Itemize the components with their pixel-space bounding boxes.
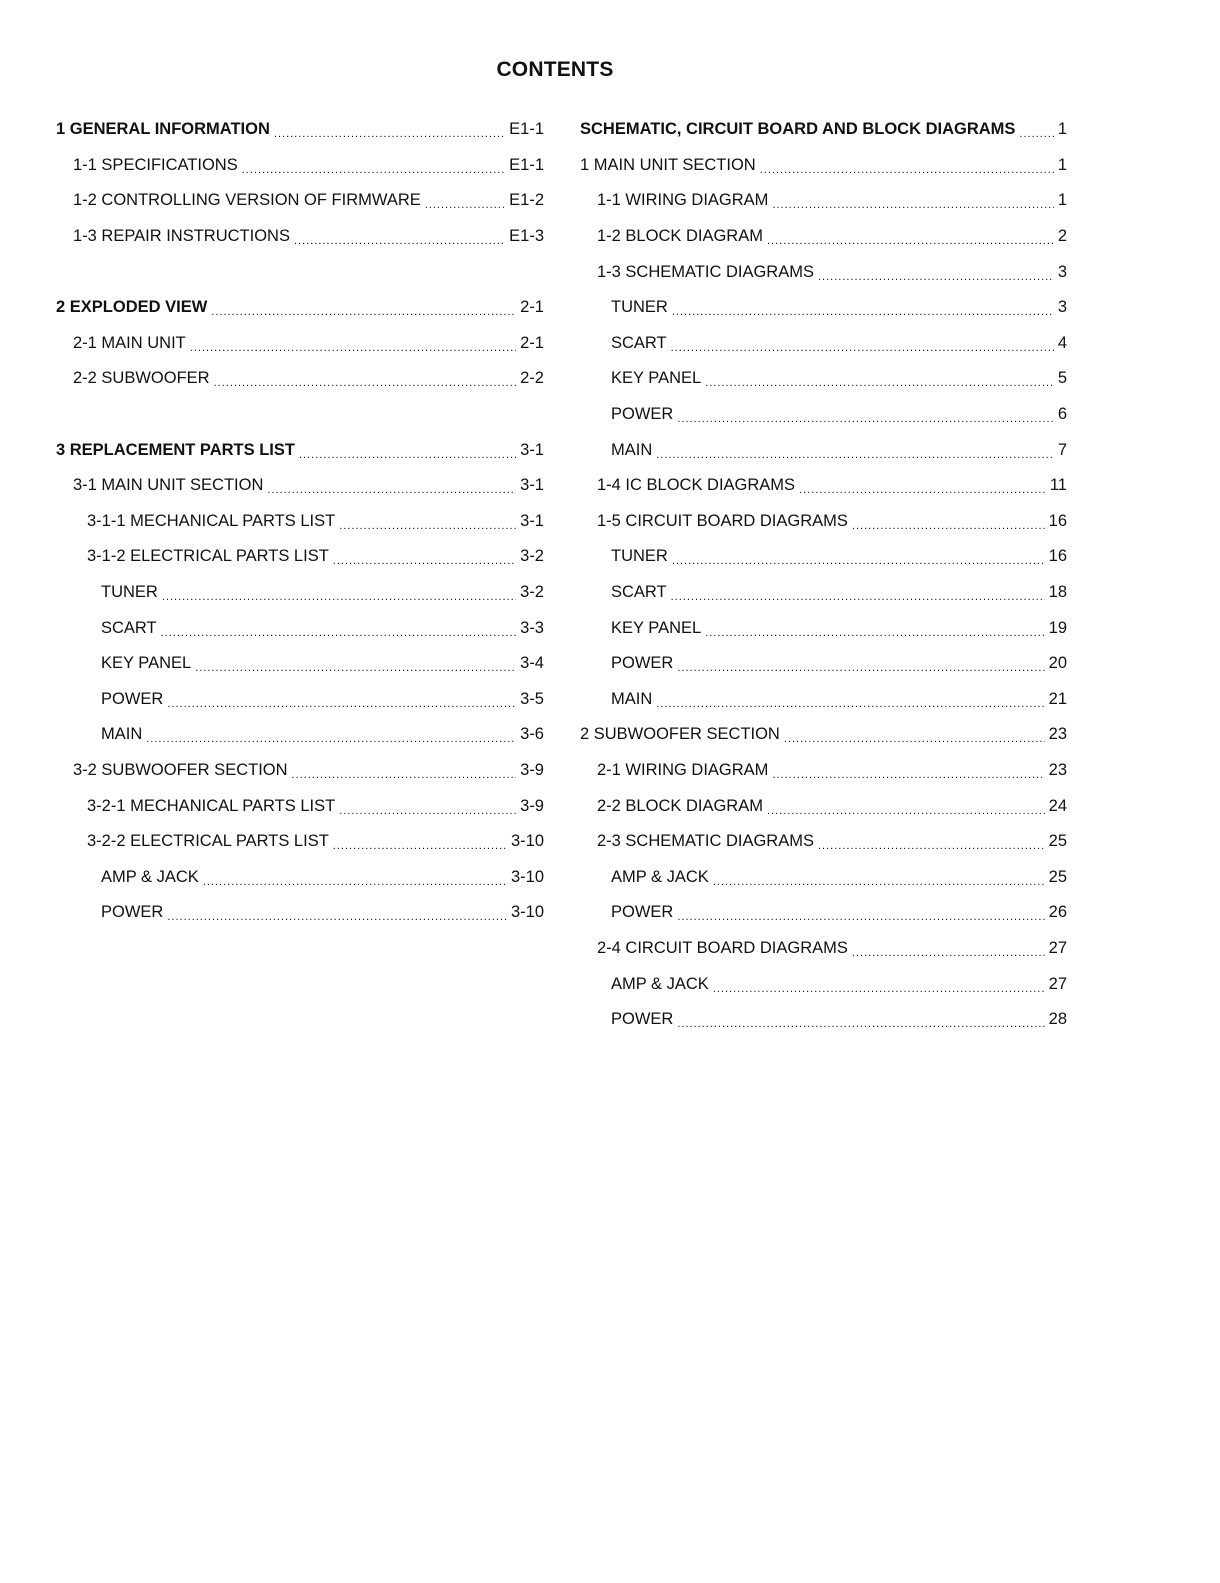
- toc-dot-leader: [299, 444, 516, 463]
- toc-dot-leader: [672, 301, 1054, 320]
- toc-entry-label: KEY PANEL: [101, 654, 192, 673]
- toc-entry[interactable]: [56, 432, 544, 468]
- toc-entry-label: 2-2 SUBWOOFER: [73, 369, 210, 388]
- toc-entry-label: POWER: [611, 405, 674, 424]
- toc-entry-label: POWER: [611, 903, 674, 922]
- toc-entry-page-number: E1-3: [509, 227, 544, 246]
- toc-entry-page-number: 3: [1057, 298, 1067, 317]
- toc-entry-label: 1-2 CONTROLLING VERSION OF FIRMWARE: [73, 191, 421, 210]
- toc-entry[interactable]: [580, 717, 1067, 753]
- toc-entry-page-number: 3-3: [520, 618, 544, 637]
- toc-entry[interactable]: [56, 504, 544, 540]
- toc-dot-leader: [852, 515, 1045, 534]
- toc-dot-leader: [672, 550, 1045, 569]
- toc-entry[interactable]: [580, 610, 1067, 646]
- toc-entry-label: 1 GENERAL INFORMATION: [56, 120, 270, 139]
- toc-entry[interactable]: [56, 575, 544, 611]
- toc-entry[interactable]: [580, 361, 1067, 397]
- toc-entry-page-number: 3-10: [510, 832, 544, 851]
- toc-entry-label: 3 REPLACEMENT PARTS LIST: [56, 440, 295, 459]
- toc-entry[interactable]: [580, 646, 1067, 682]
- toc-dot-leader: [772, 194, 1053, 213]
- toc-entry-label: POWER: [101, 689, 164, 708]
- toc-entry[interactable]: [56, 717, 544, 753]
- toc-entry-page-number: 1: [1057, 155, 1067, 174]
- toc-entry[interactable]: [56, 753, 544, 789]
- toc-entry-page-number: 27: [1048, 974, 1067, 993]
- toc-entry[interactable]: [580, 682, 1067, 718]
- toc-entry-label: 2-1 MAIN UNIT: [73, 333, 186, 352]
- toc-entry-page-number: 6: [1057, 405, 1067, 424]
- toc-dot-leader: [677, 906, 1044, 925]
- toc-entry[interactable]: [56, 361, 544, 397]
- toc-entry-label: TUNER: [611, 547, 668, 566]
- toc-entry[interactable]: [580, 468, 1067, 504]
- toc-dot-leader: [203, 871, 507, 890]
- toc-dot-leader: [214, 372, 517, 391]
- toc-entry-label: MAIN: [101, 725, 143, 744]
- toc-entry-page-number: 3-9: [520, 760, 544, 779]
- toc-entry[interactable]: [580, 859, 1067, 895]
- toc-entry-label: 3-2 SUBWOOFER SECTION: [73, 760, 288, 779]
- toc-entry-page-number: 3-10: [510, 867, 544, 886]
- toc-entry-page-number: 2-1: [520, 298, 544, 317]
- toc-entry-label: 3-1 MAIN UNIT SECTION: [73, 476, 264, 495]
- toc-entry-page-number: E1-1: [509, 120, 544, 139]
- toc-entry-label: KEY PANEL: [611, 369, 702, 388]
- toc-entry-page-number: 1: [1057, 191, 1067, 210]
- toc-entry-page-number: 3-9: [520, 796, 544, 815]
- toc-dot-leader: [242, 159, 505, 178]
- toc-entry[interactable]: [56, 646, 544, 682]
- toc-entry-label: 3-2-1 MECHANICAL PARTS LIST: [87, 796, 336, 815]
- toc-entry-label: POWER: [611, 1010, 674, 1029]
- toc-entry-label: 2 EXPLODED VIEW: [56, 298, 208, 317]
- toc-right-column: [580, 112, 1067, 1037]
- toc-entry[interactable]: [580, 966, 1067, 1002]
- toc-entry-label: MAIN: [611, 440, 653, 459]
- toc-dot-leader: [784, 728, 1045, 747]
- toc-entry-label: TUNER: [101, 583, 158, 602]
- toc-entry-label: AMP & JACK: [101, 867, 199, 886]
- toc-entry-label: 2-3 SCHEMATIC DIAGRAMS: [597, 832, 814, 851]
- toc-dot-leader: [818, 266, 1054, 285]
- toc-entry-label: SCART: [611, 583, 667, 602]
- toc-entry-page-number: 7: [1057, 440, 1067, 459]
- toc-entry-page-number: 23: [1048, 725, 1067, 744]
- toc-entry-label: AMP & JACK: [611, 974, 709, 993]
- toc-dot-leader: [294, 230, 505, 249]
- toc-entry-label: 1-1 WIRING DIAGRAM: [597, 191, 769, 210]
- toc-entry-page-number: 21: [1048, 689, 1067, 708]
- toc-entry[interactable]: [580, 895, 1067, 931]
- toc-dot-leader: [767, 800, 1045, 819]
- toc-dot-leader: [1019, 123, 1053, 142]
- toc-entry-page-number: 25: [1048, 867, 1067, 886]
- toc-dot-leader: [292, 764, 517, 783]
- toc-entry[interactable]: [56, 148, 544, 184]
- toc-entry[interactable]: [56, 824, 544, 860]
- toc-dot-leader: [760, 159, 1054, 178]
- toc-entry-label: POWER: [611, 654, 674, 673]
- toc-entry[interactable]: [56, 859, 544, 895]
- toc-entry-label: 1 MAIN UNIT SECTION: [580, 155, 756, 174]
- toc-entry[interactable]: [56, 112, 544, 148]
- toc-entry-page-number: 3-2: [520, 547, 544, 566]
- toc-dot-leader: [167, 906, 507, 925]
- toc-entry-label: 3-1-1 MECHANICAL PARTS LIST: [87, 511, 336, 530]
- toc-entry-label: 1-3 REPAIR INSTRUCTIONS: [73, 227, 290, 246]
- toc-entry[interactable]: [580, 753, 1067, 789]
- toc-entry[interactable]: [56, 468, 544, 504]
- toc-dot-leader: [339, 800, 516, 819]
- toc-dot-leader: [167, 693, 516, 712]
- toc-entry-page-number: 23: [1048, 760, 1067, 779]
- toc-dot-leader: [161, 622, 517, 641]
- toc-entry[interactable]: [580, 148, 1067, 184]
- toc-entry-label: AMP & JACK: [611, 867, 709, 886]
- toc-entry-page-number: 27: [1048, 938, 1067, 957]
- toc-entry[interactable]: [580, 254, 1067, 290]
- toc-entry[interactable]: [56, 610, 544, 646]
- toc-entry-page-number: 3-1: [520, 511, 544, 530]
- page-title: CONTENTS: [496, 58, 614, 81]
- toc-dot-leader: [705, 372, 1054, 391]
- toc-dot-leader: [772, 764, 1044, 783]
- toc-entry-page-number: 19: [1048, 618, 1067, 637]
- toc-entry-label: 3-2-2 ELECTRICAL PARTS LIST: [87, 832, 329, 851]
- toc-entry-page-number: 3-10: [510, 903, 544, 922]
- toc-entry-page-number: 5: [1057, 369, 1067, 388]
- toc-entry-label: TUNER: [611, 298, 668, 317]
- toc-entry-label: 2-1 WIRING DIAGRAM: [597, 760, 769, 779]
- toc-entry[interactable]: [580, 397, 1067, 433]
- toc-entry-page-number: 3-1: [520, 476, 544, 495]
- toc-entry-page-number: 2-1: [520, 333, 544, 352]
- toc-entry[interactable]: [580, 824, 1067, 860]
- toc-entry-label: 3-1-2 ELECTRICAL PARTS LIST: [87, 547, 329, 566]
- toc-dot-leader: [713, 978, 1045, 997]
- toc-entry-page-number: 24: [1048, 796, 1067, 815]
- toc-dot-leader: [267, 479, 516, 498]
- toc-dot-leader: [425, 194, 505, 213]
- toc-dot-leader: [274, 123, 505, 142]
- toc-entry-page-number: 3-6: [520, 725, 544, 744]
- toc-entry-label: SCART: [611, 333, 667, 352]
- toc-entry-label: SCART: [101, 618, 157, 637]
- toc-entry-page-number: 1: [1057, 120, 1067, 139]
- toc-dot-leader: [767, 230, 1054, 249]
- toc-dot-leader: [705, 622, 1044, 641]
- toc-dot-leader: [671, 586, 1045, 605]
- toc-entry[interactable]: [56, 183, 544, 219]
- toc-dot-leader: [656, 444, 1054, 463]
- toc-entry-label: 1-5 CIRCUIT BOARD DIAGRAMS: [597, 511, 848, 530]
- toc-entry[interactable]: [56, 539, 544, 575]
- toc-entry-label: 1-4 IC BLOCK DIAGRAMS: [597, 476, 796, 495]
- toc-entry-page-number: 18: [1048, 583, 1067, 602]
- toc-entry-page-number: 2-2: [520, 369, 544, 388]
- toc-entry[interactable]: [580, 931, 1067, 967]
- toc-dot-leader: [713, 871, 1045, 890]
- toc-entry-page-number: 26: [1048, 903, 1067, 922]
- toc-entry-page-number: E1-2: [509, 191, 544, 210]
- toc-entry-label: KEY PANEL: [611, 618, 702, 637]
- toc-entry-page-number: 16: [1048, 511, 1067, 530]
- toc-entry[interactable]: [580, 504, 1067, 540]
- toc-entry-page-number: 28: [1048, 1010, 1067, 1029]
- toc-entry-page-number: 2: [1057, 227, 1067, 246]
- toc-entry-label: 1-3 SCHEMATIC DIAGRAMS: [597, 262, 814, 281]
- toc-entry[interactable]: [56, 895, 544, 931]
- toc-entry[interactable]: [580, 539, 1067, 575]
- toc-dot-leader: [656, 693, 1044, 712]
- toc-dot-leader: [162, 586, 516, 605]
- toc-dot-leader: [677, 657, 1044, 676]
- toc-entry[interactable]: [56, 219, 544, 255]
- toc-dot-leader: [146, 728, 516, 747]
- toc-spacer: [56, 254, 544, 290]
- toc-entry-page-number: 4: [1057, 333, 1067, 352]
- toc-dot-leader: [818, 835, 1045, 854]
- toc-entry-label: 2-2 BLOCK DIAGRAM: [597, 796, 763, 815]
- toc-entry-page-number: 20: [1048, 654, 1067, 673]
- toc-entry-page-number: E1-1: [509, 155, 544, 174]
- toc-dot-leader: [852, 942, 1045, 961]
- toc-spacer: [56, 397, 544, 433]
- toc-entry[interactable]: [580, 1002, 1067, 1038]
- toc-entry-page-number: 11: [1049, 476, 1067, 495]
- toc-entry-label: POWER: [101, 903, 164, 922]
- toc-entry-label: 1-1 SPECIFICATIONS: [73, 155, 238, 174]
- toc-dot-leader: [799, 479, 1046, 498]
- toc-dot-leader: [677, 1013, 1044, 1032]
- toc-dot-leader: [190, 337, 516, 356]
- toc-entry-page-number: 3-4: [520, 654, 544, 673]
- toc-entry[interactable]: [580, 432, 1067, 468]
- toc-entry-page-number: 3-5: [520, 689, 544, 708]
- toc-dot-leader: [195, 657, 516, 676]
- toc-entry[interactable]: [580, 788, 1067, 824]
- toc-left-column: [56, 112, 544, 931]
- toc-entry-label: SCHEMATIC, CIRCUIT BOARD AND BLOCK DIAGRAMS: [580, 120, 1016, 139]
- toc-entry-page-number: 3: [1057, 262, 1067, 281]
- toc-entry[interactable]: [580, 326, 1067, 362]
- toc-entry[interactable]: [56, 326, 544, 362]
- toc-entry[interactable]: [580, 219, 1067, 255]
- toc-dot-leader: [339, 515, 516, 534]
- toc-dot-leader: [333, 550, 516, 569]
- toc-entry[interactable]: [580, 112, 1067, 148]
- toc-entry-label: 1-2 BLOCK DIAGRAM: [597, 227, 763, 246]
- toc-entry-label: MAIN: [611, 689, 653, 708]
- toc-entry[interactable]: [56, 788, 544, 824]
- toc-entry-label: 2 SUBWOOFER SECTION: [580, 725, 780, 744]
- toc-entry-page-number: 3-2: [520, 583, 544, 602]
- toc-entry[interactable]: [56, 290, 544, 326]
- toc-entry[interactable]: [580, 575, 1067, 611]
- toc-entry-page-number: 25: [1048, 832, 1067, 851]
- toc-dot-leader: [671, 337, 1054, 356]
- toc-entry[interactable]: [56, 682, 544, 718]
- toc-entry-page-number: 16: [1048, 547, 1067, 566]
- toc-entry[interactable]: [580, 183, 1067, 219]
- toc-entry-page-number: 3-1: [520, 440, 544, 459]
- toc-dot-leader: [677, 408, 1053, 427]
- toc-entry-label: 2-4 CIRCUIT BOARD DIAGRAMS: [597, 938, 848, 957]
- toc-entry[interactable]: [580, 290, 1067, 326]
- toc-dot-leader: [211, 301, 516, 320]
- toc-dot-leader: [333, 835, 507, 854]
